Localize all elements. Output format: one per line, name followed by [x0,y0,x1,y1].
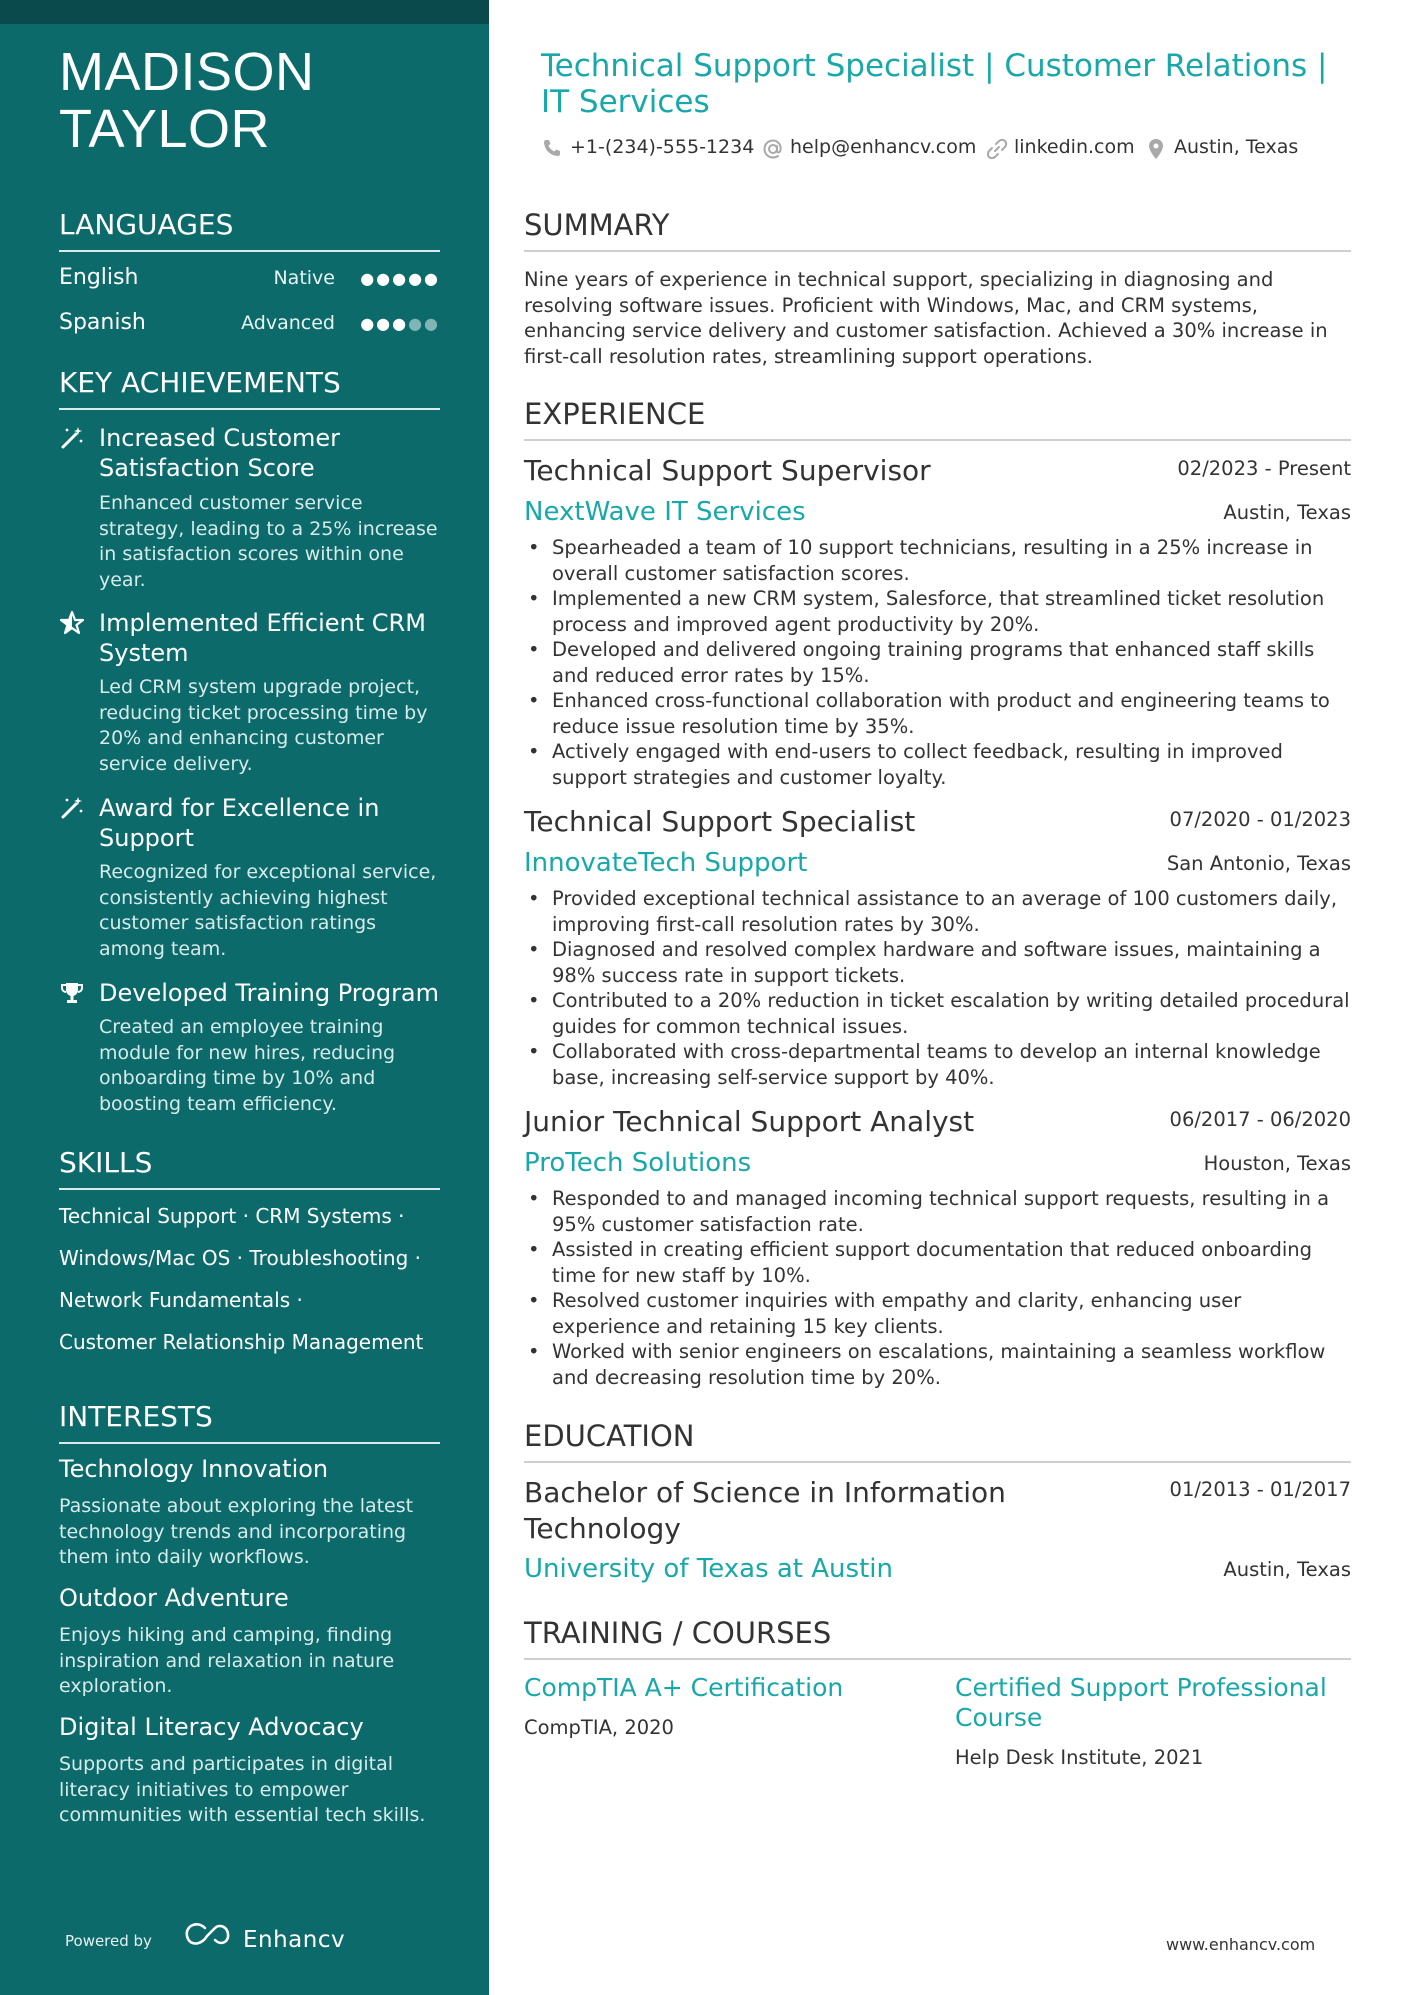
job-bullets [524,1186,1351,1390]
language-item [59,310,440,342]
first-name: MADISON [59,42,315,102]
education-heading: EDUCATION [524,1419,1351,1463]
phone-text: +1-(234)-555-1234 [570,136,755,158]
location-text: Austin, Texas [1174,136,1299,158]
education-dates: 01/2013 - 01/2017 [1169,1478,1351,1501]
education-location: Austin, Texas [1223,1558,1351,1581]
job-location: Austin, Texas [1223,501,1351,524]
bullet-item: • Collaborated with cross-departmental teams to develop an internal knowledge base, increasing self-service support by 40%. [524,1039,1351,1090]
sidebar [0,0,489,1995]
job-title: Technical Support Supervisor [524,454,931,487]
course-provider: Help Desk Institute, 2021 [955,1746,1204,1769]
course-title: Certified Support Professional Course [955,1673,1327,1732]
footer-url[interactable]: www.enhancv.com [1166,1935,1316,1954]
star-icon [59,610,85,636]
language-item [59,265,440,297]
job-dates: 06/2017 - 06/2020 [1169,1108,1351,1131]
sidebar-top-bar [0,0,489,24]
job-dates: 07/2020 - 01/2023 [1169,808,1351,831]
bullet-item: • Contributed to a 20% reduction in ticket escalation by writing detailed procedural guides for common technical issues. [524,988,1351,1039]
skill-line: Customer Relationship Management [59,1330,424,1354]
job-location: San Antonio, Texas [1166,852,1351,875]
phone-icon [542,138,562,158]
location-pin-icon [1146,138,1166,160]
job-dates: 02/2023 - Present [1177,457,1351,480]
bullet-item: • Provided exceptional technical assistance to an average of 100 customers daily, improving first-call resolution rates by 30%. [524,886,1351,937]
interest-description: Passionate about exploring the latest technology trends and incorporating them into daily workflows. [59,1495,414,1568]
achievement-title: Developed Training Program [99,979,440,1007]
achievement-title: Increased Customer Satisfaction Score [99,424,341,482]
achievement-description: Enhanced customer service strategy, leading to a 25% increase in satisfaction scores within one year. [99,492,438,591]
achievement-title: Implemented Efficient CRM System [99,609,426,667]
course-title: CompTIA A+ Certification [524,1673,844,1702]
language-rating: ●●●●● [360,269,440,288]
last-name: TAYLOR [59,99,271,159]
candidate-name [59,44,440,158]
job-company: NextWave IT Services [524,497,806,527]
interest-title: Digital Literacy Advocacy [59,1713,364,1741]
language-rating: ●●●●● [360,314,440,333]
bullet-item: • Assisted in creating efficient support documentation that reduced onboarding time for new staff by 10%. [524,1237,1351,1288]
enhancv-logo-icon [183,1922,233,1950]
achievements-heading: KEY ACHIEVEMENTS [59,366,440,410]
linkedin-text[interactable]: linkedin.com [1014,136,1135,158]
job-title: Junior Technical Support Analyst [524,1105,975,1138]
job-bullets [524,535,1351,790]
powered-by-label: Powered by [65,1932,152,1950]
link-icon [986,138,1008,160]
education-school: University of Texas at Austin [524,1554,893,1584]
interest-description: Enjoys hiking and camping, finding inspiration and relaxation in nature exploration. [59,1624,395,1697]
achievement-title: Award for Excellence in Support [99,794,380,852]
bullet-item: • Responded to and managed incoming technical support requests, resulting in a 95% customer satisfaction rate. [524,1186,1351,1237]
bullet-item: • Worked with senior engineers on escalations, maintaining a seamless workflow and decreasing resolution time by 20%. [524,1339,1351,1390]
interests-heading: INTERESTS [59,1400,440,1444]
bullet-item: • Spearheaded a team of 10 support technicians, resulting in a 25% increase in overall customer satisfaction scores. [524,535,1351,586]
interest-description: Supports and participates in digital literacy initiatives to empower communities with essential tech skills. [59,1753,426,1826]
bullet-item: • Developed and delivered ongoing training programs that enhanced staff skills and reduced error rates by 15%. [524,637,1351,688]
interest-title: Technology Innovation [59,1455,329,1483]
trophy-icon [59,980,85,1006]
languages-heading: LANGUAGES [59,208,440,252]
skill-line: Windows/Mac OS · Troubleshooting · [59,1246,421,1270]
job-company: InnovateTech Support [524,848,808,878]
at-sign-icon [762,138,784,160]
experience-heading: EXPERIENCE [524,397,1351,441]
magic-wand-icon [59,795,85,821]
achievement-description: Created an employee training module for new hires, reducing onboarding time by 10% and boosting team efficiency. [99,1016,396,1115]
training-heading: TRAINING / COURSES [524,1616,1351,1660]
email-text[interactable]: help@enhancv.com [790,136,977,158]
achievement-description: Recognized for exceptional service, consistently achieving highest customer satisfaction ratings among team. [99,861,437,960]
skill-line: Network Fundamentals · [59,1288,303,1312]
summary-text: Nine years of experience in technical support, specializing in diagnosing and resolving software issues. Proficient with Windows, Mac, and CRM systems, enhancing service delivery and customer satisfaction. Achieved a 30% increase in first-call resolution rates, streamlining support operations. [524,268,1328,368]
bullet-item: • Diagnosed and resolved complex hardware and software issues, maintaining a 98% success rate in support tickets. [524,937,1351,988]
education-degree: Bachelor of Science in Information Technology [524,1476,1006,1545]
language-name: English [59,265,139,290]
brand-name: Enhancv [243,1927,346,1953]
job-bullets [524,886,1351,1090]
summary-heading: SUMMARY [524,208,1351,252]
course-provider: CompTIA, 2020 [524,1716,674,1739]
skills-heading: SKILLS [59,1146,440,1190]
magic-wand-icon [59,425,85,451]
job-title: Technical Support Specialist [524,805,916,838]
language-level: Advanced [241,312,335,334]
skill-line: Technical Support · CRM Systems · [59,1204,405,1228]
bullet-item: • Enhanced cross-functional collaboration with product and engineering teams to reduce issue resolution time by 35%. [524,688,1351,739]
bullet-item: • Implemented a new CRM system, Salesforce, that streamlined ticket resolution process and improved agent productivity by 20%. [524,586,1351,637]
bullet-item: • Actively engaged with end-users to collect feedback, resulting in improved support strategies and customer loyalty. [524,739,1351,790]
language-level: Native [273,267,335,289]
bullet-item: • Resolved customer inquiries with empathy and clarity, enhancing user experience and retaining 15 key clients. [524,1288,1351,1339]
interest-title: Outdoor Adventure [59,1584,289,1612]
achievement-description: Led CRM system upgrade project, reducing ticket processing time by 20% and enhancing customer service delivery. [99,676,428,775]
language-name: Spanish [59,310,146,335]
headline: Technical Support Specialist | Customer Relations | IT Services [541,48,1328,120]
job-location: Houston, Texas [1203,1152,1351,1175]
job-company: ProTech Solutions [524,1148,752,1178]
